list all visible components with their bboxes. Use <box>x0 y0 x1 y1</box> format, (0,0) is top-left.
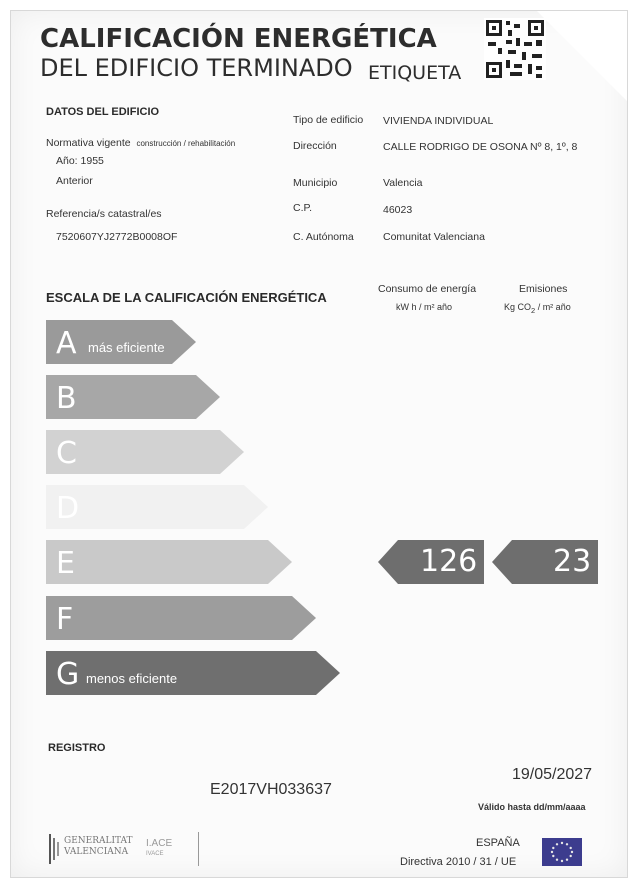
field-value-direccion: CALLE RODRIGO DE OSONA Nº 8, 1º, 8 <box>383 141 578 153</box>
consumo-value: 126 <box>420 544 478 579</box>
scale-title: ESCALA DE LA CALIFICACIÓN ENERGÉTICA <box>46 290 327 305</box>
bat-logo-icon <box>48 834 60 864</box>
field-label-direccion: Dirección <box>293 140 337 152</box>
field-value-cp: 46023 <box>383 204 413 216</box>
cadastral-ref-label: Referencia/s catastral/es <box>46 208 162 220</box>
year-label: Año: 1955 <box>56 155 104 167</box>
eu-flag-icon <box>542 838 582 866</box>
consumo-unit: kW h / m² año <box>396 302 453 312</box>
grade-d <box>46 485 268 529</box>
cadastral-ref-value: 7520607YJ2772B0008OF <box>56 231 178 243</box>
registry-label: REGISTRO <box>48 742 106 754</box>
grade-f <box>46 596 316 640</box>
valid-label: Válido hasta dd/mm/aaaa <box>478 802 586 812</box>
etiqueta-label: ETIQUETA <box>368 62 462 84</box>
logo-text-valenciana: VALENCIANA <box>64 847 129 857</box>
grade-letter-g: G <box>56 657 80 692</box>
anterior-label: Anterior <box>56 175 93 187</box>
grade-letter-c: C <box>56 436 77 471</box>
consumo-title: Consumo de energía <box>378 283 477 295</box>
grade-sub-g: menos eficiente <box>86 671 178 686</box>
section-title-building: DATOS DEL EDIFICIO <box>46 106 160 118</box>
logo-divider <box>198 832 199 866</box>
field-label-tipo: Tipo de edificio <box>293 114 364 126</box>
field-label-cp: C.P. <box>293 202 313 214</box>
field-value-tipo: VIVIENDA INDIVIDUAL <box>383 115 494 127</box>
grade-a <box>46 320 196 364</box>
grade-e <box>46 540 292 584</box>
folded-corner <box>537 11 627 101</box>
country: ESPAÑA <box>476 837 520 849</box>
title-line-1: CALIFICACIÓN ENERGÉTICA <box>40 24 437 54</box>
normativa-label: Normativa vigente construcción / rehabilitación <box>46 137 236 149</box>
grade-letter-b: B <box>56 381 77 416</box>
qr-code-icon <box>484 18 546 80</box>
logo-text-iace: I.ACE <box>146 838 173 849</box>
title-line-2: DEL EDIFICIO TERMINADO <box>40 54 353 82</box>
logo-text-ivace: IVACE <box>146 851 164 857</box>
logo-text-generalitat: GENERALITAT <box>64 836 133 846</box>
grade-g <box>46 651 340 695</box>
grade-letter-d: D <box>56 491 80 526</box>
valid-date: 19/05/2027 <box>512 766 593 783</box>
emisiones-title: Emisiones <box>519 283 568 295</box>
grade-sub-a: más eficiente <box>88 340 165 355</box>
grade-letter-e: E <box>56 546 75 581</box>
grade-c <box>46 430 244 474</box>
emisiones-unit: Kg $CO_2 / m^2$ año <box>504 302 571 315</box>
field-label-municipio: Municipio <box>293 177 338 189</box>
field-label-autonoma: C. Autónoma <box>293 231 354 243</box>
directive: Directiva 2010 / 31 / UE <box>400 856 517 868</box>
footer-logos <box>48 830 204 870</box>
registry-number: E2017VH033637 <box>210 781 332 798</box>
field-value-autonoma: Comunitat Valenciana <box>383 231 485 243</box>
grade-b <box>46 375 220 419</box>
emisiones-value: 23 <box>553 544 592 579</box>
field-value-municipio: Valencia <box>383 177 423 189</box>
grade-letter-a: A <box>56 326 77 361</box>
grade-letter-f: F <box>56 602 74 637</box>
